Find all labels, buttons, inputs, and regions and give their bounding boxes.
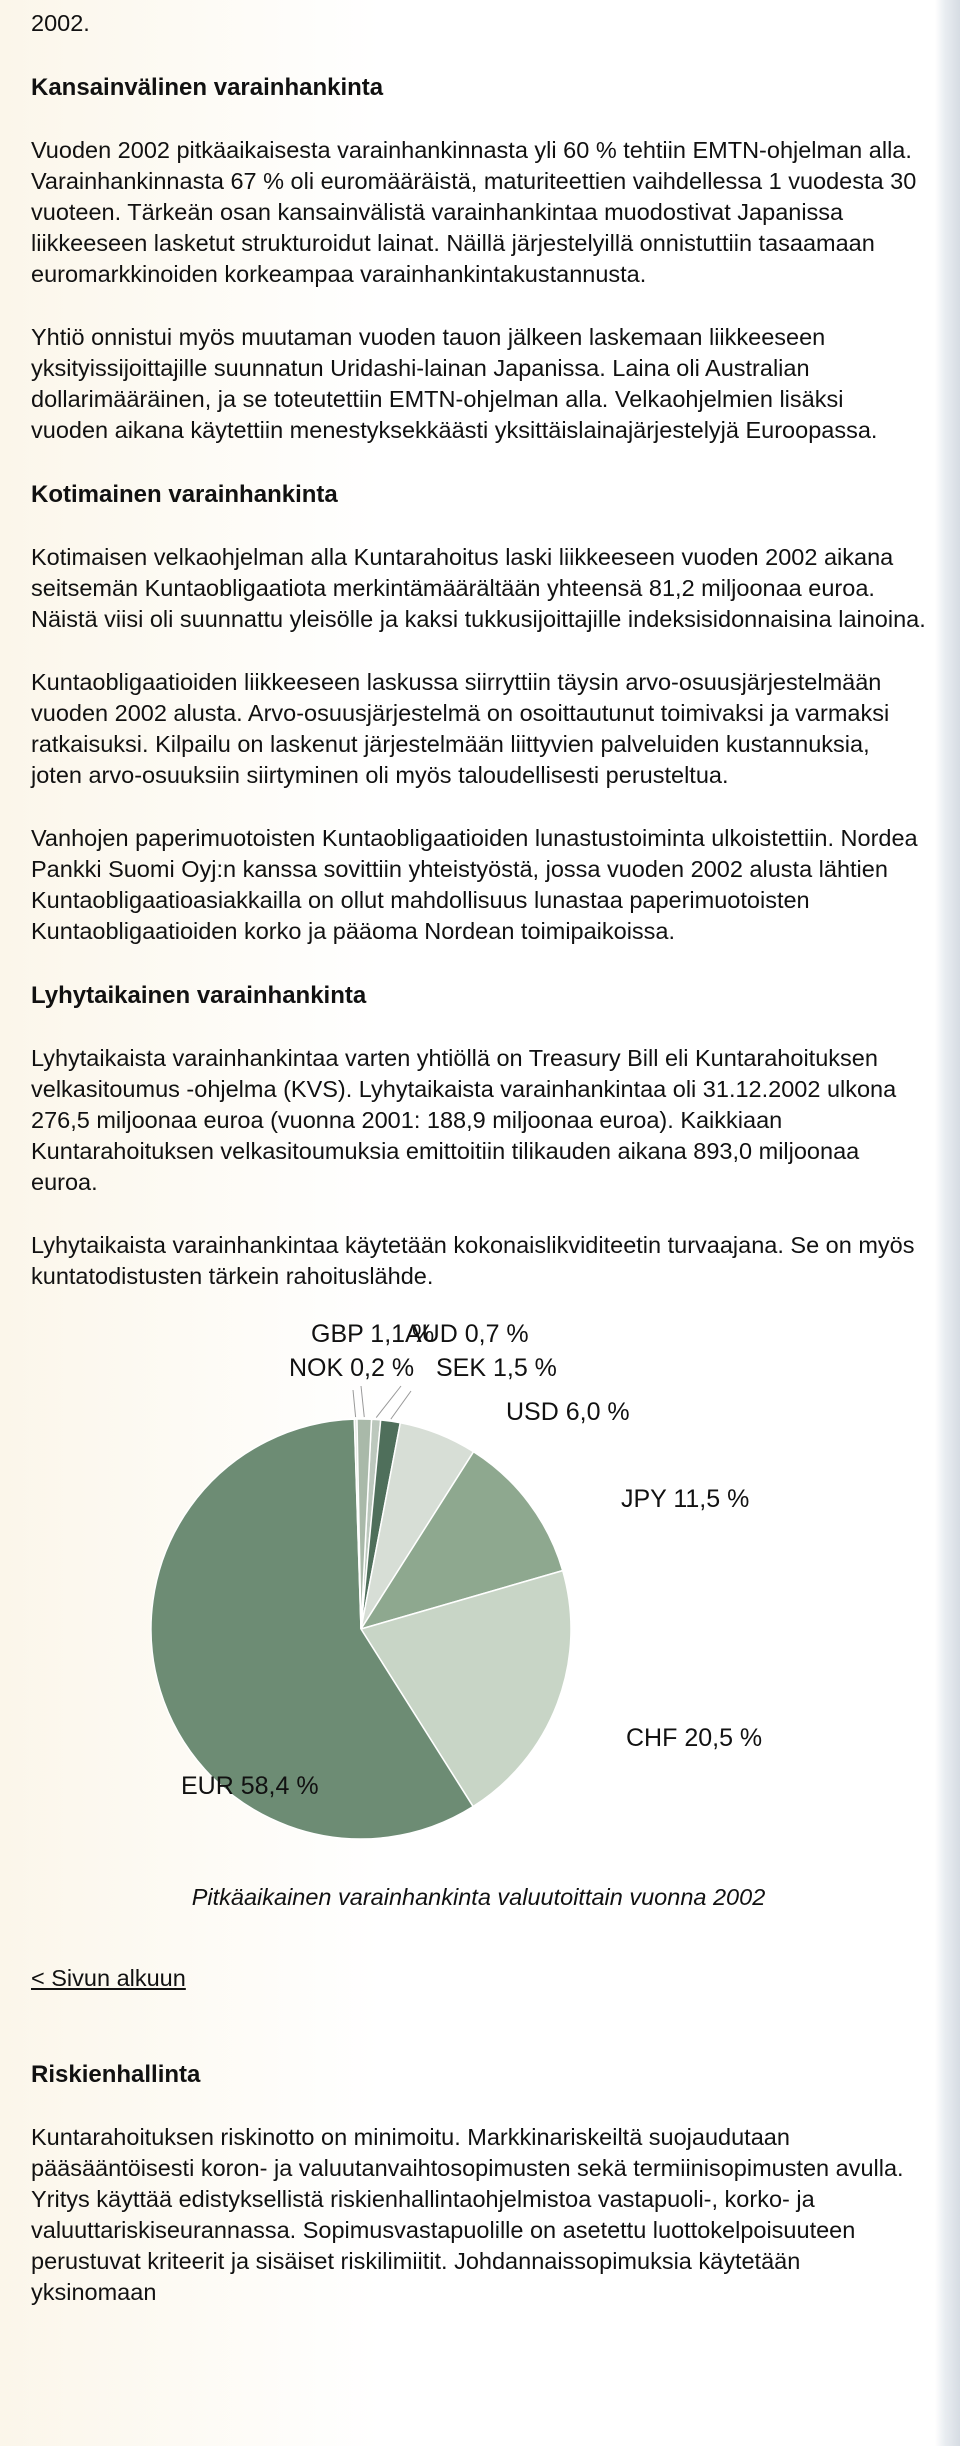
paragraph-domestic-1: Kotimaisen velkaohjelman alla Kuntarahoitus laski liikkeeseen vuoden 2002 aikana seitsemän Kuntaobligaatiota merkintämäärältään yhteensä 81,2 miljoonaa euroa. Näistä viisi oli suunnattu yleisölle ja kaksi tukkusijoittajille indeksisidonnaisina lainoina. (31, 544, 926, 632)
paragraph-international-2: Yhtiö onnistui myös muutaman vuoden tauon jälkeen laskemaan liikkeeseen yksityissijoittajille suunnatun Uridashi-lainan Japanissa. Laina oli Australian dollarimääräinen, ja se toteutettiin EMTN-ohjelman alla. Velkaohjelmien lisäksi vuoden aikana käytettiin menestyksekkäästi yksittäislainajärjestelyjä Euroopassa. (31, 324, 878, 443)
back-to-top-link[interactable]: < Sivun alkuun (31, 1965, 186, 1991)
pie-label-aud: AUD 0,7 % (405, 1320, 529, 1348)
article-content (31, 0, 926, 2308)
heading-domestic: Kotimainen varainhankinta (31, 481, 338, 508)
heading-international: Kansainvälinen varainhankinta (31, 74, 384, 101)
heading-risk: Riskienhallinta (31, 2061, 201, 2088)
chart-caption: Pitkäaikainen varainhankinta valuutoittain vuonna 2002 (191, 1884, 766, 1910)
pie-label-sek: SEK 1,5 % (436, 1354, 557, 1382)
paragraph-international-1: Vuoden 2002 pitkäaikaisesta varainhankinnasta yli 60 % tehtiin EMTN-ohjelman alla. Varainhankinnasta 67 % oli euromääräistä, maturiteettien vaihdellessa 1 vuodesta 30 vuoteen. Tärkeän osan kansainvälistä varainhankintaa muodostivat Japanissa liikkeeseen lasketut strukturoidut lainat. Näillä järjestelyillä onnistuttiin tasaamaan euromarkkinoiden korkeampaa varainhankintakustannusta. (31, 137, 917, 287)
paragraph-risk-1: Kuntarahoituksen riskinotto on minimoitu. Markkinariskeiltä suojaudutaan pääsääntöisesti koron- ja valuutanvaihtosopimusten sekä termiinisopimusten avulla. Yritys käyttää edistyksellistä riskienhallintaohjelmistoa vastapuoli-, korko- ja valuuttariskiseurannassa. Sopimusvastapuolille on asetettu luottokelpoisuuteen perustuvat kriteerit ja sisäiset riskilimiitit. Johdannaissopimuksia käytetään yksinomaan (31, 2124, 904, 2305)
paragraph-short-term-2: Lyhytaikaista varainhankintaa käytetään kokonaislikviditeetin turvaajana. Se on myös kuntatodistusten tärkein rahoituslähde. (31, 1232, 915, 1289)
paragraph-domestic-2: Kuntaobligaatioiden liikkeeseen laskussa siirryttiin täysin arvo-osuusjärjestelmään vuoden 2002 alusta. Arvo-osuusjärjestelmä on osoittautunut toimivaksi ja varmaksi ratkaisuksi. Kilpailu on laskenut järjestelmään liittyvien palveluiden kustannuksia, joten arvo-osuuksiin siirtyminen oli myös taloudellisesti perusteltua. (31, 669, 890, 788)
paragraph-domestic-3: Vanhojen paperimuotoisten Kuntaobligaatioiden lunastustoiminta ulkoistettiin. Nordea Pankki Suomi Oyj:n kanssa sovittiin yhteistyöstä, jossa vuoden 2002 alusta lähtien Kuntaobligaatioasiakkailla on ollut mahdollisuus lunastaa paperimuotoisten Kuntaobligaatioiden korko ja pääoma Nordean toimipaikoissa. (31, 825, 918, 944)
currency-pie-chart (31, 1314, 926, 1874)
pie-leader-aud (376, 1386, 401, 1418)
top-fragment: 2002. (31, 10, 90, 36)
pie-leader-gbp (361, 1386, 364, 1417)
pie-leader-nok (353, 1390, 356, 1417)
heading-short-term: Lyhytaikainen varainhankinta (31, 982, 367, 1009)
pie-label-eur: EUR 58,4 % (181, 1772, 319, 1800)
pie-label-gbp: GBP 1,1 % (311, 1320, 435, 1348)
pie-chart-svg (31, 1314, 926, 1874)
paragraph-short-term-1: Lyhytaikaista varainhankintaa varten yhtiöllä on Treasury Bill eli Kuntarahoituksen velkasitoumus -ohjelma (KVS). Lyhytaikaista varainhankintaa oli 31.12.2002 ulkona 276,5 miljoonaa euroa (vuonna 2001: 188,9 miljoonaa euroa). Kaikkiaan Kuntarahoituksen velkasitoumuksia emittoitiin tilikauden aikana 893,0 miljoonaa euroa. (31, 1045, 897, 1195)
pie-label-chf: CHF 20,5 % (626, 1724, 763, 1752)
pie-label-jpy: JPY 11,5 % (621, 1485, 750, 1513)
pie-label-usd: USD 6,0 % (506, 1398, 630, 1426)
pie-label-nok: NOK 0,2 % (289, 1354, 415, 1382)
